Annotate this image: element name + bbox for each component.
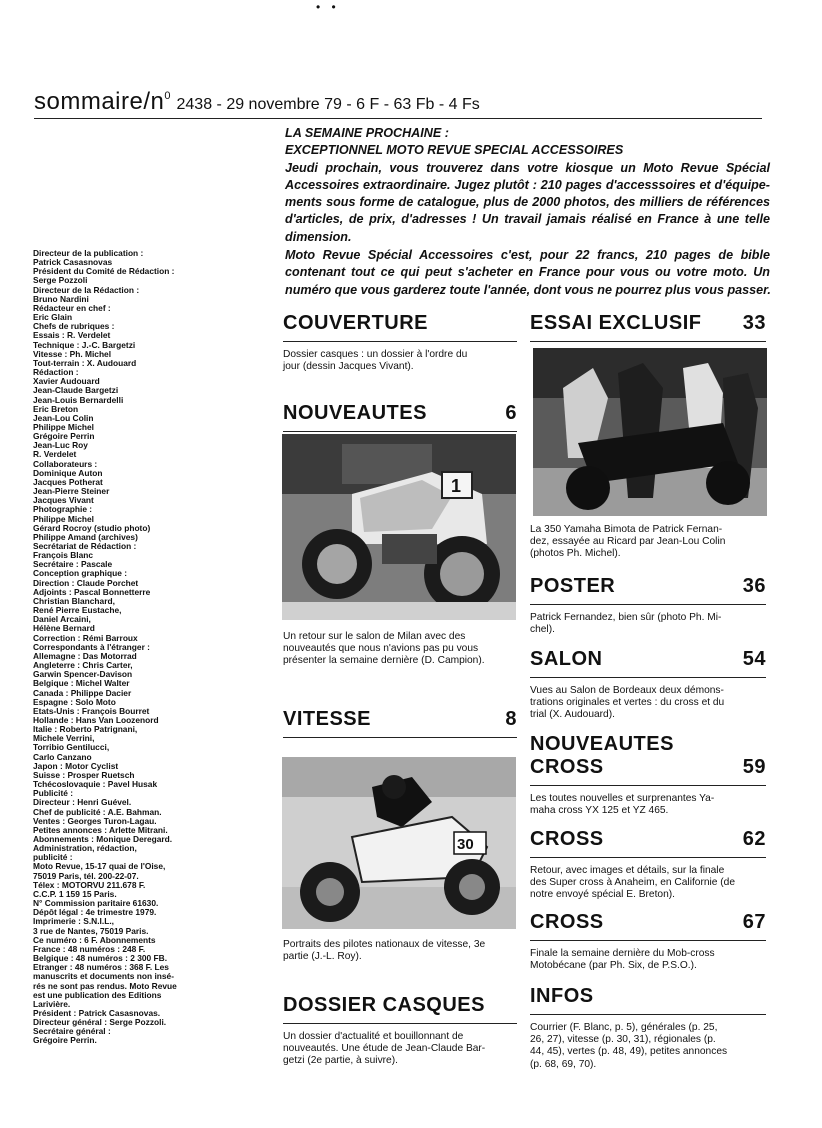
masthead-line: René Pierre Eustache, (33, 606, 122, 616)
section-salon (530, 648, 766, 722)
section-nouveautes-cross (530, 733, 766, 817)
masthead-line: Grégoire Perrin (33, 432, 95, 442)
body-line: Portraits des pilotes nationaux de vitesse, 3e (283, 939, 486, 950)
section-page: 33 (742, 312, 766, 334)
top-mark: • • (316, 0, 340, 14)
masthead-line: Etranger : 48 numéros : 368 F. Les (33, 963, 169, 973)
masthead-line: Correspondants à l'étranger : (33, 642, 150, 652)
masthead-line: Chef de publicité : A.E. Bahman. (33, 807, 162, 817)
masthead-line: publicité : (33, 853, 73, 863)
masthead-line: Correction : Rémi Barroux (33, 633, 138, 643)
body-line: présenter la semaine dernière (D. Campion). (283, 655, 485, 667)
masthead-line: 3 rue de Nantes, 75019 Paris. (33, 926, 149, 936)
masthead-line: Directeur de la publication : (33, 249, 144, 258)
section-title: CROSS (530, 756, 604, 778)
masthead-line: est une publication des Editions (33, 990, 162, 1000)
body-line: Dossier casques : un dossier à l'ordre du (283, 349, 468, 360)
masthead-line: Hélène Bernard (33, 624, 95, 634)
masthead-line: Jacques Potherat (33, 477, 103, 487)
masthead-line: Italie : Roberto Patrignani, (33, 725, 138, 735)
section-body (283, 349, 517, 373)
masthead-line: Chefs de rubriques : (33, 322, 115, 332)
masthead-line: Belgique : 48 numéros : 2 300 FB. (33, 954, 168, 964)
section-rule (530, 1014, 766, 1015)
body-line: chel). (530, 624, 555, 636)
photo-racer-vitesse (282, 757, 516, 929)
masthead-line: Angleterre : Chris Carter, (33, 661, 133, 671)
masthead-line: Espagne : Solo Moto (33, 697, 116, 707)
section-rule (530, 785, 766, 786)
section-title: NOUVEAUTES (283, 402, 427, 424)
masthead-line: Allemagne : Das Motorrad (33, 651, 137, 661)
masthead-line: R. Verdelet (33, 450, 77, 460)
intro-line: Moto Revue Spécial Accessoires c'est, pour 22 francs, 210 pages de bible (285, 248, 770, 263)
masthead-line: Canada : Philippe Dacier (33, 688, 132, 698)
masthead-line: Photographie : (33, 505, 93, 515)
intro-line: dimension. (285, 229, 352, 244)
intro-line: d'articles, de prix, d'adresses ! Un travail jamais réalisé en France à une telle (285, 212, 770, 227)
essai-caption (530, 524, 766, 561)
masthead-line: Belgique : Michel Walter (33, 679, 130, 689)
masthead-line: Philippe Michel (33, 514, 94, 524)
masthead-line: Tchécoslovaquie : Pavel Husak (33, 780, 158, 790)
section-rule (530, 341, 766, 342)
masthead-line: Michele Verrini, (33, 734, 95, 744)
body-line: jour (dessin Jacques Vivant). (283, 361, 414, 373)
section-rule (283, 431, 517, 432)
masthead-line: Philippe Michel (33, 422, 94, 432)
masthead-line: Ce numéro : 6 F. Abonnements (33, 935, 156, 945)
vitesse-caption (283, 939, 517, 963)
masthead-line: Télex : MOTORVU 211.678 F. (33, 880, 146, 890)
page-header (34, 88, 480, 116)
masthead-credits (33, 249, 229, 1046)
section-body (283, 1031, 517, 1068)
intro-paragraph-1 (285, 160, 770, 246)
masthead-line: Jean-Claude Bargetzi (33, 386, 119, 396)
section-page: 54 (742, 648, 766, 670)
masthead-line: Ventes : Georges Turon-Lagau. (33, 816, 157, 826)
body-line: (p. 68, 69, 70). (530, 1058, 597, 1070)
masthead-line: Administration, rédaction, (33, 844, 137, 854)
body-line: Patrick Fernandez, bien sûr (photo Ph. Mi- (530, 612, 722, 623)
masthead-line: Jean-Pierre Steiner (33, 487, 110, 497)
motorcycle-illustration (282, 434, 516, 620)
masthead-line: Philippe Amand (archives) (33, 532, 138, 542)
masthead-line: France : 48 numéros : 248 F. (33, 944, 146, 954)
masthead-line: Hollande : Hans Van Loozenord (33, 715, 159, 725)
body-line: Vues au Salon de Bordeaux deux démons- (530, 685, 724, 696)
masthead-line: rés ne sont pas rendus. Moto Revue (33, 981, 177, 991)
section-page: 8 (505, 708, 517, 730)
masthead-line: Xavier Audouard (33, 377, 100, 387)
masthead-line: Essais : R. Verdelet (33, 331, 111, 341)
racer-illustration (282, 757, 516, 929)
header-rule (34, 118, 762, 119)
masthead-line: Daniel Arcaini, (33, 615, 91, 625)
section-page: 59 (742, 756, 766, 778)
body-line: des Super cross à Anaheim, en Californie (de (530, 877, 735, 889)
section-title: NOUVEAUTES (530, 733, 674, 755)
intro-heading-2: EXCEPTIONNEL MOTO REVUE SPECIAL ACCESSOIRES (285, 143, 624, 158)
masthead-line: Japon : Motor Cyclist (33, 761, 119, 771)
masthead-line: Direction : Claude Porchet (33, 578, 139, 588)
race-number: 30 (457, 836, 474, 853)
section-title: SALON (530, 648, 603, 670)
section-body (530, 948, 766, 972)
masthead-line: Dépôt légal : 4e trimestre 1979. (33, 908, 157, 918)
section-body (530, 1022, 766, 1071)
masthead-line: Petites annonces : Arlette Mitrani. (33, 825, 168, 835)
section-page: 36 (742, 575, 766, 597)
body-line: nouveautés que nous n'avions pas pu vous (283, 643, 479, 655)
section-rule (530, 857, 766, 858)
section-title: ESSAI EXCLUSIF (530, 312, 702, 334)
nouveautes-caption (283, 631, 517, 668)
body-line: getzi (2e partie, à suivre). (283, 1055, 398, 1067)
masthead-line: Jean-Louis Bernardelli (33, 395, 124, 405)
body-line: trial (X. Audouard). (530, 709, 615, 721)
race-number: 1 (451, 476, 462, 496)
masthead-line: Rédaction : (33, 368, 79, 378)
masthead-line: Patrick Casasnovas (33, 258, 113, 268)
masthead-line: Publicité : (33, 789, 74, 799)
intro-line: ments sous forme de catalogue, plus de 2000 photos, des milliers de références (285, 195, 770, 210)
section-rule (530, 604, 766, 605)
section-body (530, 685, 766, 722)
masthead-line: Carlo Canzano (33, 752, 92, 762)
masthead-line: 75019 Paris, tél. 200-22-07. (33, 871, 139, 881)
masthead-line: Secrétaire général : (33, 1027, 111, 1037)
masthead-line: Tout-terrain : X. Audouard (33, 358, 137, 368)
intro-paragraph-2 (285, 247, 770, 299)
masthead-line: Garwin Spencer-Davison (33, 670, 133, 680)
masthead-line: Jean-Luc Roy (33, 441, 88, 451)
section-essai-exclusif (530, 312, 766, 342)
masthead-line: Torribio Gentilucci, (33, 743, 110, 753)
intro-heading-1: LA SEMAINE PROCHAINE : (285, 126, 449, 140)
masthead-line: Jean-Lou Colin (33, 413, 94, 423)
body-line: Les toutes nouvelles et surprenantes Ya- (530, 793, 715, 804)
header-sup: 0 (164, 90, 171, 102)
body-line: maha cross YX 125 et YZ 465. (530, 805, 669, 817)
masthead-line: Rédacteur en chef : (33, 303, 111, 313)
section-rule (530, 677, 766, 678)
masthead-line: Grégoire Perrin. (33, 1036, 97, 1046)
intro-line: contenant tout ce qui peut s'acheter en France pour vous ou votre moto. Un (285, 265, 770, 280)
masthead-line: François Blanc (33, 551, 94, 561)
masthead-line: C.C.P. 1 159 15 Paris. (33, 889, 117, 899)
masthead-line: Directeur : Henri Guével. (33, 798, 132, 808)
body-line: notre envoyé spécial E. Breton). (530, 889, 675, 901)
masthead-line: N° Commission paritaire 61630. (33, 899, 159, 909)
masthead-line: Imprimerie : S.N.I.L., (33, 917, 114, 927)
section-page: 67 (742, 911, 766, 933)
body-line: 44, 45), vertes (p. 48, 49), petites annonces (530, 1046, 728, 1058)
section-body (530, 793, 766, 817)
section-body (530, 865, 766, 902)
body-line: Finale la semaine dernière du Mob-cross (530, 948, 715, 959)
section-couverture (283, 312, 517, 373)
masthead-line: manuscrits et documents non insé- (33, 972, 175, 982)
masthead-line: Suisse : Prosper Ruetsch (33, 770, 135, 780)
intro-line: Jeudi prochain, vous trouverez dans votre kiosque un Moto Revue Spécial (285, 160, 770, 175)
section-vitesse (283, 708, 517, 738)
section-title: DOSSIER CASQUES (283, 994, 485, 1016)
section-title: POSTER (530, 575, 616, 597)
section-cross-62 (530, 828, 766, 902)
section-title: CROSS (530, 911, 604, 933)
body-line: Retour, avec images et détails, sur la finale (530, 865, 725, 876)
masthead-line: Abonnements : Monique Deregard. (33, 835, 173, 844)
body-line: partie (J.-L. Roy). (283, 951, 362, 963)
next-week-intro (285, 125, 770, 299)
section-title: CROSS (530, 828, 604, 850)
section-title: COUVERTURE (283, 312, 429, 334)
photo-motorcycle-milan (282, 434, 516, 620)
section-body (530, 612, 766, 636)
section-page: 62 (742, 828, 766, 850)
masthead-line: Christian Blanchard, (33, 596, 115, 606)
masthead-line: Gérard Rocroy (studio photo) (33, 523, 151, 533)
body-line: La 350 Yamaha Bimota de Patrick Fernan- (530, 524, 723, 535)
masthead-line: Bruno Nardini (33, 294, 89, 304)
section-nouveautes (283, 402, 517, 432)
section-dossier-casques (283, 994, 517, 1068)
masthead-line: Eric Breton (33, 404, 79, 414)
photo-yamaha-bimota (533, 348, 767, 516)
body-line: Courrier (F. Blanc, p. 5), générales (p. 25, (530, 1022, 718, 1033)
masthead-line: Directeur général : Serge Pozzoli. (33, 1018, 167, 1028)
masthead-line: Adjoints : Pascal Bonnetterre (33, 587, 151, 597)
masthead-line: Jacques Vivant (33, 496, 94, 506)
section-rule (283, 737, 517, 738)
masthead-line: Moto Revue, 15-17 quai de l'Oise, (33, 862, 166, 872)
section-rule (283, 1023, 517, 1024)
masthead-line: Technique : J.-C. Bargetzi (33, 340, 136, 350)
body-line: Un retour sur le salon de Milan avec des (283, 631, 466, 642)
bimota-illustration (533, 348, 767, 516)
body-line: dez, essayée au Ricard par Jean-Lou Colin (530, 536, 726, 548)
section-title: INFOS (530, 985, 594, 1007)
intro-line: Accessoires extraordinaire. Jugez plutôt : 210 pages d'accesssoires et d'équipe- (285, 177, 770, 192)
issue-info: 2438 - 29 novembre 79 - 6 F - 63 Fb - 4 Fs (176, 96, 480, 113)
section-page: 6 (505, 402, 517, 424)
section-title: VITESSE (283, 708, 371, 730)
masthead-line: Conception graphique : (33, 569, 127, 579)
section-infos (530, 985, 766, 1071)
masthead-line: Etats-Unis : François Bourret (33, 706, 150, 716)
masthead-line: Secrétariat de Rédaction : (33, 542, 137, 551)
header-title: sommaire/n (34, 88, 165, 115)
body-line: (photos Ph. Michel). (530, 548, 621, 560)
masthead-line: Directeur de la Rédaction : (33, 285, 140, 295)
section-cross-67 (530, 911, 766, 972)
section-poster (530, 575, 766, 636)
body-line: 26, 27), vitesse (p. 30, 31), régionales (p. (530, 1034, 716, 1046)
masthead-line: Serge Pozzoli (33, 276, 88, 286)
masthead-line: Secrétaire : Pascale (33, 560, 113, 570)
masthead-line: Président : Patrick Casasnovas. (33, 1008, 161, 1018)
masthead-line: Eric Glain (33, 313, 73, 323)
masthead-line: Président du Comité de Rédaction : (33, 267, 175, 277)
body-line: Un dossier d'actualité et bouillonnant de (283, 1031, 464, 1042)
section-rule (283, 341, 517, 342)
masthead-line: Dominique Auton (33, 468, 103, 478)
intro-line: numéro que vous garderez toute l'année, dont vous ne pourrez plus vous passer. (285, 282, 771, 297)
masthead-line: Collaborateurs : (33, 459, 98, 469)
masthead-line: Vitesse : Ph. Michel (33, 349, 112, 359)
body-line: nouveautés. Une étude de Jean-Claude Bar- (283, 1043, 486, 1055)
masthead-line: Larivière. (33, 999, 71, 1009)
section-rule (530, 940, 766, 941)
body-line: trations originales et vertes : du cross et du (530, 697, 725, 709)
body-line: Motobécane (par Ph. Six, de P.S.O.). (530, 960, 697, 972)
